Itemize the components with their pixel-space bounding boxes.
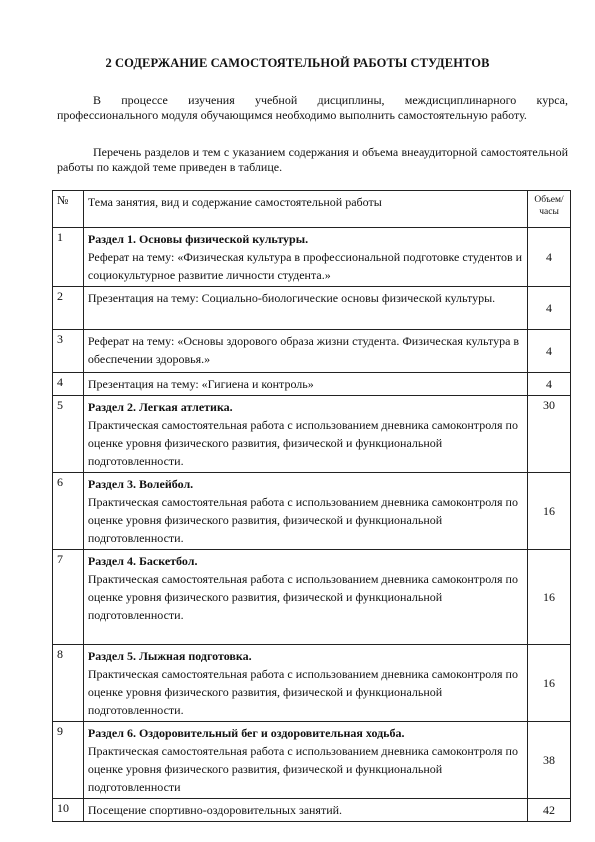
table-row (53, 396, 571, 473)
row-num: 9 (53, 722, 84, 799)
row-hours: 42 (528, 799, 571, 822)
table-row (53, 550, 571, 645)
table-row (53, 228, 571, 287)
row-topic (83, 799, 527, 822)
intro-paragraph-1: В процессе изучения учебной дисциплины, междисциплинарного курса, профессионального модуля обучающимся необходимо выполнить самостоятельную работу. (57, 93, 568, 122)
row-text: Практическая самостоятельная работа с использованием дневника самоконтроля по оценке уровня физического развития, физической и функциональной подготовленности. (87, 418, 518, 468)
row-num: 7 (53, 550, 84, 645)
table-row (53, 722, 571, 799)
row-num: 8 (53, 645, 84, 722)
row-topic (83, 645, 527, 722)
row-hours: 4 (528, 373, 571, 396)
table-row (53, 373, 571, 396)
row-num: 4 (53, 373, 84, 396)
row-text: Практическая самостоятельная работа с использованием дневника самоконтроля по оценке уровня физического развития, физической и функциональной подготовленности. (87, 495, 518, 545)
table-row (53, 330, 571, 373)
row-num: 10 (53, 799, 84, 822)
table-row (53, 473, 571, 550)
row-hours: 4 (528, 330, 571, 373)
row-hours: 16 (528, 645, 571, 722)
row-text: Реферат на тему: «Физическая культура в профессиональной подготовке студентов и социокультурное развитие личности студента.» (87, 250, 523, 282)
section-title: Раздел 4. Баскетбол. (87, 554, 198, 568)
row-num: 6 (53, 473, 84, 550)
row-topic (83, 287, 527, 330)
row-text: Посещение спортивно-оздоровительных занятий. (87, 803, 343, 817)
row-topic (83, 373, 527, 396)
table-row (53, 287, 571, 330)
header-topic: Тема занятия, вид и содержание самостоятельной работы (83, 191, 527, 228)
table-row (53, 799, 571, 822)
row-hours: 4 (528, 228, 571, 287)
row-num: 5 (53, 396, 84, 473)
row-text: Практическая самостоятельная работа с использованием дневника самоконтроля по оценке уровня физического развития, физической и функциональной подготовленности. (87, 667, 518, 717)
row-hours: 16 (528, 473, 571, 550)
section-title: Раздел 5. Лыжная подготовка. (87, 649, 252, 663)
header-num: № (53, 191, 84, 228)
row-topic (83, 722, 527, 799)
row-hours: 16 (528, 550, 571, 645)
page-heading: 2 СОДЕРЖАНИЕ САМОСТОЯТЕЛЬНОЙ РАБОТЫ СТУДЕНТОВ (105, 56, 490, 70)
row-text: Презентация на тему: «Гигиена и контроль» (87, 377, 314, 391)
work-table (52, 190, 571, 822)
row-topic (83, 473, 527, 550)
row-text: Реферат на тему: «Основы здорового образа жизни студента. Физическая культура в обеспечении здоровья.» (87, 334, 520, 366)
row-num: 3 (53, 330, 84, 373)
row-hours: 38 (528, 722, 571, 799)
row-num: 1 (53, 228, 84, 287)
section-title: Раздел 6. Оздоровительный бег и оздоровительная ходьба. (87, 726, 405, 740)
row-text: Практическая самостоятельная работа с использованием дневника самоконтроля по оценке уровня физического развития, физической и функциональной подготовленности. (87, 572, 518, 622)
intro-paragraph-2: Перечень разделов и тем с указанием содержания и объема внеаудиторной самостоятельной работы по каждой теме приведен в таблице. (57, 145, 568, 174)
row-topic (83, 228, 527, 287)
table-header-row (53, 191, 571, 228)
header-volume: Объем/ часы (528, 191, 571, 228)
row-topic (83, 330, 527, 373)
row-text: Презентация на тему: Социально-биологические основы физической культуры. (87, 291, 496, 305)
section-title: Раздел 3. Волейбол. (87, 477, 194, 491)
row-hours: 4 (528, 287, 571, 330)
section-title: Раздел 1. Основы физической культуры. (87, 232, 309, 246)
row-topic (83, 396, 527, 473)
row-num: 2 (53, 287, 84, 330)
table-row (53, 645, 571, 722)
row-hours: 30 (528, 396, 571, 473)
row-text: Практическая самостоятельная работа с использованием дневника самоконтроля по оценке уровня физического развития, физической и функциональной подготовленности (87, 744, 518, 794)
section-title: Раздел 2. Легкая атлетика. (87, 400, 233, 414)
row-topic (83, 550, 527, 645)
